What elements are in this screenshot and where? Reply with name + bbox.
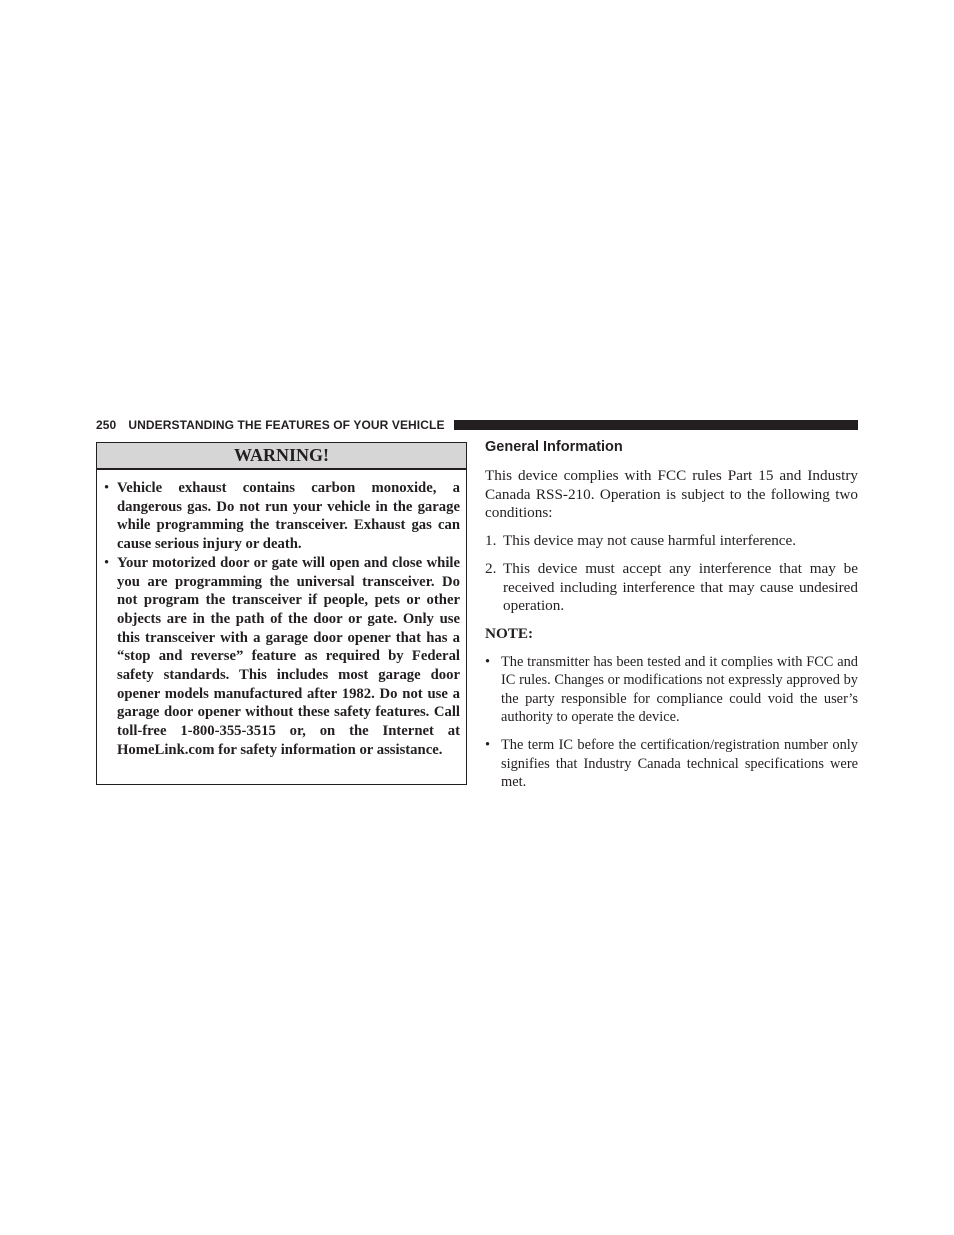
- section-heading: General Information: [485, 439, 623, 455]
- condition-number: 2.: [485, 559, 497, 577]
- condition-text: This device may not cause harmful interference.: [503, 532, 797, 550]
- conditions-list: [485, 532, 858, 616]
- warning-item-text: Your motorized door or gate will open and close while you are programming the universal transceiver. Do not program the transceiver if people, pets or other objects are in the path of the door or gate. Only use this transceiver with a garage door opener that has a “stop and reverse” feature as required by Federal safety standards. This includes most garage door opener models manufactured after 1982. Do not use a garage door opener without these safety features. Call toll-free 1-800-355-3515 or, on the Internet at HomeLink.com for safety information or assistance.: [117, 554, 460, 758]
- warning-item: [104, 554, 460, 760]
- warning-list: [97, 470, 466, 760]
- header-rule: [454, 420, 858, 430]
- note-item: [485, 653, 858, 727]
- note-label: NOTE:: [485, 624, 534, 642]
- note-text: The transmitter has been tested and it complies with FCC and IC rules. Changes or modifications not expressly approved by the party responsible for compliance could void the user’s authority to operate the device.: [501, 653, 858, 726]
- warning-box: [96, 442, 467, 785]
- bullet-icon: •: [104, 554, 110, 571]
- bullet-icon: •: [485, 653, 491, 670]
- condition-number: 1.: [485, 532, 497, 550]
- intro-paragraph: This device complies with FCC rules Part 15 and Industry Canada RSS-210. Operation is subject to the following two conditions:: [485, 467, 858, 522]
- page-header: [96, 417, 858, 433]
- notes-list: [485, 653, 858, 792]
- bullet-icon: •: [104, 480, 110, 496]
- note-text: The term IC before the certification/registration number only signifies that Industry Canada technical specifications were met.: [501, 737, 858, 791]
- condition-text: This device must accept any interference that may be received including interference that may cause undesired operation.: [503, 559, 858, 615]
- warning-item: [104, 479, 460, 554]
- warning-item-text: Vehicle exhaust contains carbon monoxide, a dangerous gas. Do not run your vehicle in the garage while programming the transceiver. Exhaust gas can cause serious injury or death.: [117, 480, 460, 553]
- condition-item: [485, 532, 858, 551]
- bullet-icon: •: [485, 737, 491, 753]
- section-title: UNDERSTANDING THE FEATURES OF YOUR VEHICLE: [128, 418, 445, 432]
- condition-item: [485, 560, 858, 616]
- note-item: [485, 736, 858, 792]
- page-number: 250: [96, 418, 117, 432]
- general-information-section: [485, 436, 858, 792]
- warning-title: WARNING!: [97, 443, 466, 470]
